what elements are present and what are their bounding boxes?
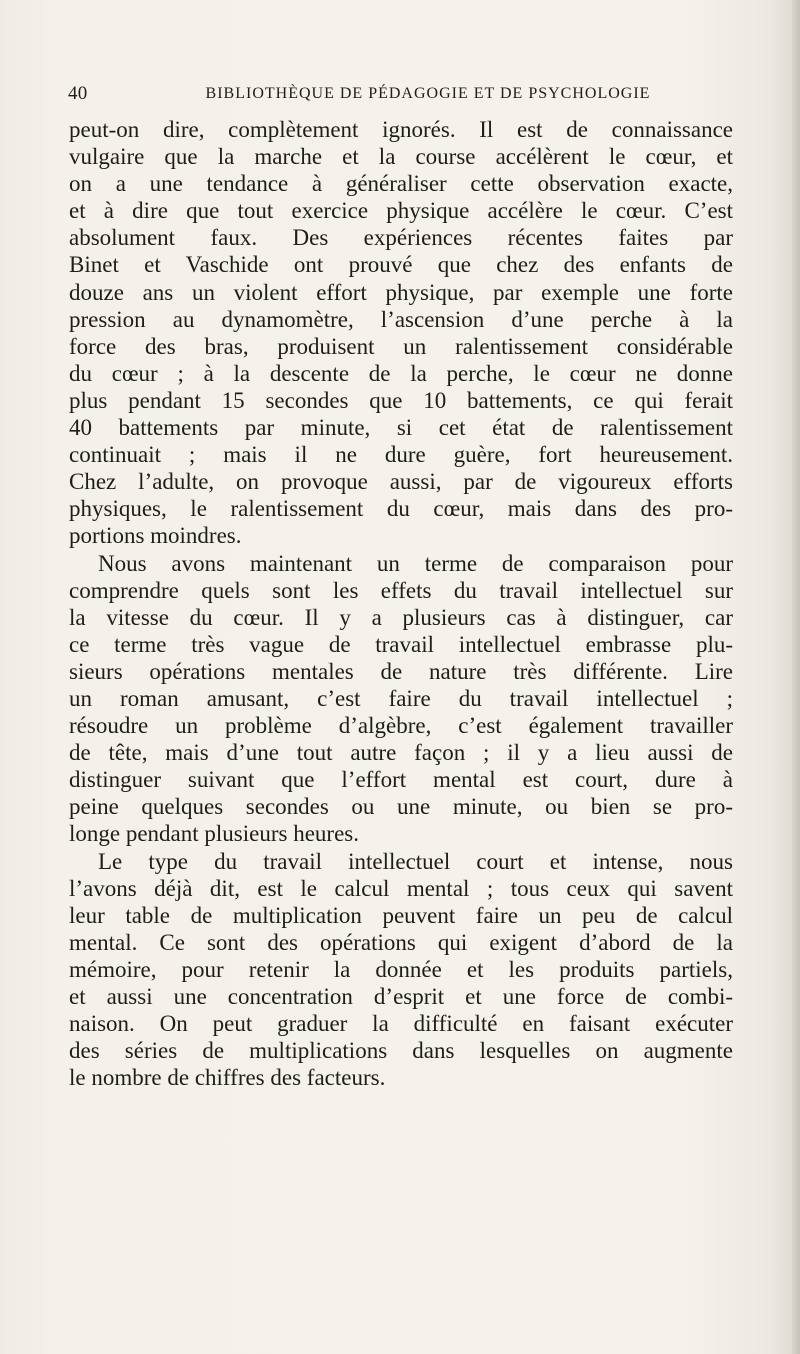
- series-title: BIBLIOTHÈQUE DE PÉDAGOGIE ET DE PSYCHOLOGIE: [205, 85, 651, 102]
- text-line: douze ans un violent effort physique, par exemple une forte: [69, 279, 733, 305]
- text-line: longe pendant plusieurs heures.: [69, 821, 359, 847]
- text-line: résoudre un problème d’algèbre, c’est également travailler: [69, 713, 733, 739]
- text-line: continuait ; mais il ne dure guère, fort heureusement.: [69, 442, 733, 468]
- text-line: peine quelques secondes ou une minute, ou bien se pro-: [69, 794, 733, 820]
- running-head: [68, 83, 740, 109]
- text-line: force des bras, produisent un ralentissement considérable: [69, 333, 733, 359]
- text-line: le nombre de chiffres des facteurs.: [69, 1065, 386, 1091]
- text-line: mémoire, pour retenir la donnée et les produits partiels,: [69, 956, 733, 982]
- text-line: distinguer suivant que l’effort mental est court, dure à: [69, 767, 733, 793]
- text-line: absolument faux. Des expériences récentes faites par: [69, 225, 733, 251]
- text-line: de tête, mais d’une tout autre façon ; il y a lieu aussi de: [69, 740, 733, 766]
- text-line: Le type du travail intellectuel court et intense, nous: [98, 848, 733, 874]
- text-line: naison. On peut graduer la difficulté en faisant exécuter: [69, 1011, 733, 1037]
- text-line: 40 battements par minute, si cet état de ralentissement: [69, 415, 733, 441]
- text-line: plus pendant 15 secondes que 10 battements, ce qui ferait: [69, 387, 733, 413]
- text-line: des séries de multiplications dans lesquelles on augmente: [69, 1038, 733, 1064]
- text-line: Chez l’adulte, on provoque aussi, par de vigoureux efforts: [69, 469, 733, 495]
- text-line: sieurs opérations mentales de nature très différente. Lire: [69, 658, 733, 684]
- text-line: ce terme très vague de travail intellectuel embrasse plu-: [69, 631, 733, 657]
- text-line: et à dire que tout exercice physique accélère le cœur. C’est: [69, 198, 733, 224]
- text-line: pression au dynamomètre, l’ascension d’une perche à la: [69, 306, 733, 332]
- text-line: Nous avons maintenant un terme de comparaison pour: [98, 550, 733, 576]
- text-line: du cœur ; à la descente de la perche, le cœur ne donne: [69, 360, 733, 386]
- text-line: Binet et Vaschide ont prouvé que chez des enfants de: [69, 252, 733, 278]
- text-line: vulgaire que la marche et la course accélèrent le cœur, et: [69, 144, 733, 170]
- text-line: et aussi une concentration d’esprit et une force de combi-: [69, 984, 733, 1009]
- text-line: l’avons déjà dit, est le calcul mental ; tous ceux qui savent: [69, 875, 733, 901]
- text-line: mental. Ce sont des opérations qui exigent d’abord de la: [69, 929, 733, 955]
- text-line: comprendre quels sont les effets du travail intellectuel sur: [69, 577, 733, 603]
- text-line: un roman amusant, c’est faire du travail intellectuel ;: [69, 685, 733, 711]
- text-line: la vitesse du cœur. Il y a plusieurs cas à distinguer, car: [69, 604, 733, 630]
- page-number: 40: [68, 83, 88, 104]
- text-line: portions moindres.: [69, 523, 242, 549]
- text-line: peut-on dire, complètement ignorés. Il est de connaissance: [69, 117, 733, 142]
- page-edge-shadow: [792, 0, 800, 1354]
- text-line: on a une tendance à généraliser cette observation exacte,: [69, 171, 733, 197]
- text-line: physiques, le ralentissement du cœur, mais dans des pro-: [69, 496, 733, 522]
- text-line: leur table de multiplication peuvent faire un peu de calcul: [69, 902, 733, 928]
- body-text: [69, 116, 733, 1091]
